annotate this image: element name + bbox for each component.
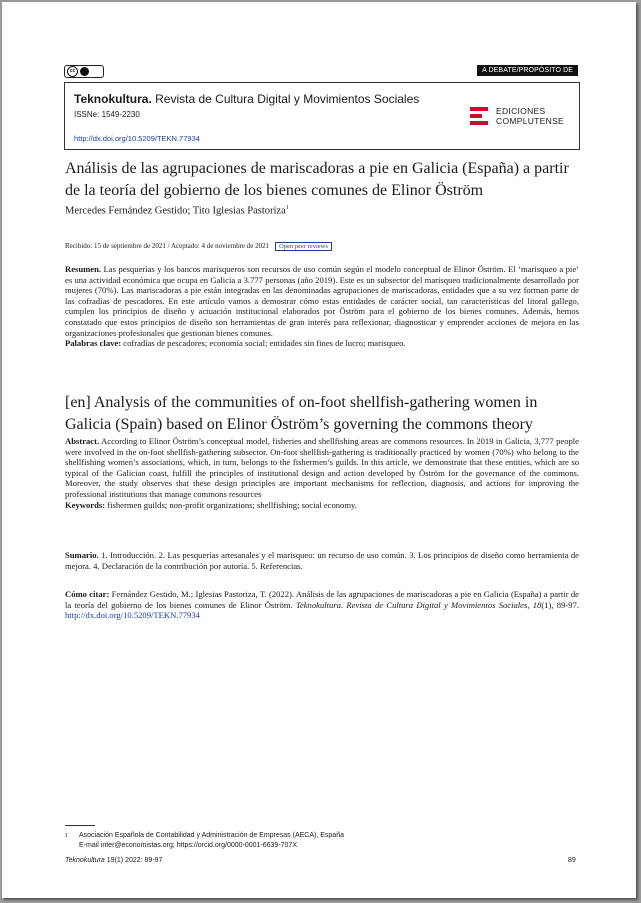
citar-label: Cómo citar: [65,589,110,599]
citar-journal: Teknokultura. Revista de Cultura Digital y Movimientos Sociales, 18 [295,599,542,610]
palabras-clave-label: Palabras clave: [65,338,122,349]
sumario-text: 1. Introducción. 2. Las pesquerías artesanales y el marisqueo: un recurso de uso común. 3. Los principios de diseño como herramienta de mejora. 4. Declaración de la contribución por autoría. 5. Referencias. [65,550,579,571]
resumen-text: Las pesquerías y los bancos marisqueros son recursos de uso común según el modelo conceptual de Elinor Öström. El ‘marisqueo a pie’ es una actividad económica que ocupa en Galicia a 3.777 personas (año 2019). Este es un subsector del marisqueo tradicionalmente desarrollado por mujeres (70%). Las mariscadoras a pie están integradas en las denominadas agrupaciones de mariscadoras, entidades que a su vez forman parte de las cofradías de pescadores. En este artículo vamos a demostrar cómo estas entidades de carácter social, tan características del litoral gallego, cumplen los principios de diseño y actuación institucional elaborados por Öström para el gobierno de los bienes comunes. Además, hemos constatado que estos principios de diseño son herramientas de gran interés para reflexionar, diagnosticar y emprender acciones de mejora en las organizaciones profesionales que gestionan bienes comunes. [65,264,579,338]
footnote [65,831,585,851]
resumen-label: Resumen. [65,264,102,274]
sumario-block [65,550,579,571]
sumario-label: Sumario. [65,550,99,560]
article-title-es: Análisis de las agrupaciones de mariscadoras a pie en Galicia (España) a partir de la teoría del gobierno de los bienes comunes de Elinor Öström [65,160,569,199]
article-title-en: [en] Analysis of the communities of on-foot shellfish-gathering women in Galicia (Spain) based on Elinor Öström’s governing the commons theory [65,394,538,433]
journal-header [64,82,580,150]
abstract-text: According to Elinor Öström’s conceptual model, fisheries and shellfishing areas are commons resources. In 2019 in Galicia, 3,777 people were involved in the on-foot shellfish-gathering subsector. On-foot shellfish-gathering is traditionally practiced by women (70%) who belong to the shellfishing women’s associations, which, in turn, belongs to the fishermen’s guilds. In this article, we demonstrate that these entities, which are so typical of the Galician coast, fulfill the principles of institutional design and action developed by Öström for the governance of the commons. Moreover, the study observes that these design principles are important mechanisms for reflection, diagnosis, and actions for improving the professional institutions that manage commons resources [65,436,579,499]
authors-names: Mercedes Fernández Gestido; Tito Iglesias Pastoriza [65,205,286,217]
palabras-clave-text: cofradías de pescadores; economía social; entidades sin fines de lucro; marisqueo. [123,338,406,349]
citation-block [65,589,579,621]
keywords-label: Keywords: [65,499,106,510]
page-footer-citation [65,857,162,864]
creative-commons-by-icon[interactable] [64,65,104,78]
publisher-line2: COMPLUTENSE [496,116,565,126]
footer-journal: Teknokultura [65,857,105,864]
footnote-affiliation: Asociación Española de Contabilidad y Administración de Empresas (AECA), España [79,832,344,839]
ediciones-complutense-icon [470,107,488,125]
publisher-logo [470,106,564,126]
resumen-block [65,264,579,349]
author-footnote-ref[interactable]: 1 [285,205,289,211]
section-tag: A DEBATE/PROPÓSITO DE [477,65,578,76]
publisher-line1: EDICIONES [496,106,546,116]
citar-text: Fernández Gestido, M.; Iglesias Pastoriza, T. (2022). Análisis de las agrupaciones de mariscadoras a pie en Galicia (España) a partir de la teoría del gobierno de los bienes comunes de Elinor Öström. [65,589,579,610]
open-peer-reviews-link[interactable]: Open peer reviews [275,242,332,251]
footer-issue: 19(1) 2022: 89-97 [106,857,163,864]
cc-icon: cc [67,66,78,77]
abstract-label: Abstract. [65,436,100,446]
footnote-divider [65,825,95,826]
authors [65,205,289,217]
citar-issue: (1), 89-97. [541,599,579,610]
doi-link[interactable]: http://dx.doi.org/10.5209/TEKN.77934 [74,134,200,143]
footnote-contact[interactable]: E-mail inter@economistas.org; https://orcid.org/0000-0001-6639-707X [79,842,297,849]
page-number: 89 [568,857,576,864]
abstract-block [65,436,579,510]
attribution-icon [80,67,89,76]
journal-name [74,92,419,106]
journal-name-bold: Teknokultura. [74,92,152,106]
received-dates [65,242,332,251]
issn: ISSNe: 1549-2230 [74,110,140,119]
document-page [2,2,636,898]
received-text: Recibido: 15 de septiembre de 2021 / Aceptado: 4 de noviembre de 2021 [65,242,270,250]
journal-name-rest: Revista de Cultura Digital y Movimientos Sociales [155,92,420,106]
keywords-text: fishermen guilds; non-profit organizations; shellfishing; social economy. [107,499,357,510]
footnote-number: 1 [65,833,68,839]
citar-doi-link[interactable]: http://dx.doi.org/10.5209/TEKN.77934 [65,610,200,621]
